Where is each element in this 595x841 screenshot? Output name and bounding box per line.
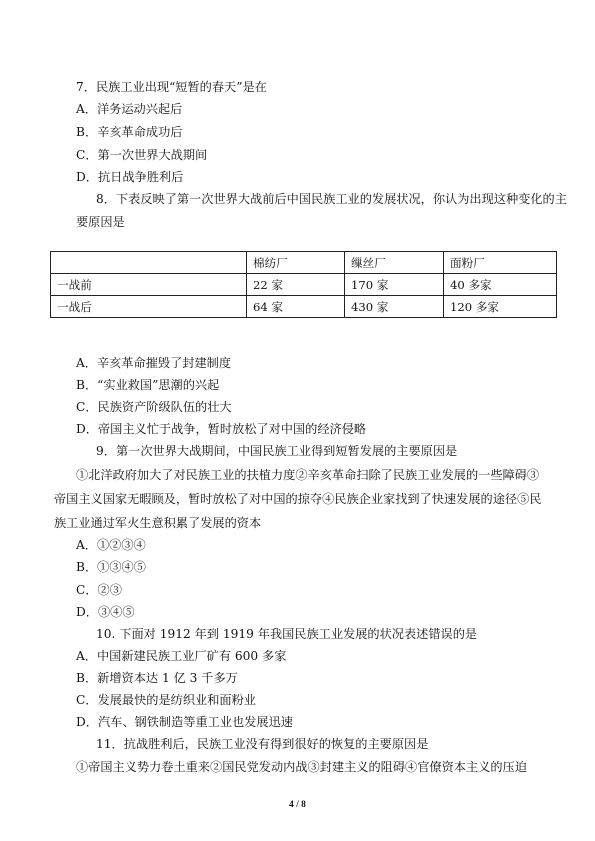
- question-11-stem: 11．抗战胜利后，民族工业没有得到很好的恢复的主要原因是: [96, 737, 429, 751]
- question-8-option-b: B．“实业救国”思潮的兴起: [76, 378, 220, 392]
- table-header-row: [51, 252, 557, 274]
- table-cell: 120 多家: [444, 296, 557, 318]
- table-cell: 430 家: [345, 296, 444, 318]
- table-header-cell: 棉纺厂: [247, 252, 345, 274]
- table-cell: 一战前: [51, 274, 247, 296]
- question-7-option-c: C．第一次世界大战期间: [76, 148, 208, 162]
- question-7-option-a: A．洋务运动兴起后: [76, 102, 183, 116]
- question-8-stem: 8．下表反映了第一次世界大战前后中国民族工业的发展状况，你认为出现这种变化的主: [96, 192, 567, 206]
- question-10-option-b: B．新增资本达 1 亿 3 千多万: [76, 671, 238, 685]
- question-10-option-d: D．汽车、钢铁制造等重工业也发展迅速: [76, 715, 293, 729]
- question-10-option-a: A．中国新建民族工业厂矿有 600 多家: [76, 649, 287, 663]
- question-9-option-a: A．①②③④: [76, 538, 146, 552]
- question-9-statements-end: 族工业通过军火生意积累了发展的资本: [54, 516, 262, 530]
- table-header-cell: 缫丝厂: [345, 252, 444, 274]
- industry-table: [50, 251, 557, 318]
- question-9-option-d: D．③④⑤: [76, 605, 135, 619]
- table-header-cell: [51, 252, 247, 274]
- question-9-option-c: C．②③: [76, 583, 122, 597]
- question-7-option-b: B．辛亥革命成功后: [76, 125, 183, 139]
- question-7-stem: 7．民族工业出现“短暂的春天”是在: [76, 80, 267, 94]
- table-cell: 64 家: [247, 296, 345, 318]
- question-8-option-a: A．辛亥革命摧毁了封建制度: [76, 356, 232, 370]
- question-8-stem-continued: 要原因是: [76, 215, 125, 229]
- table-row: [51, 274, 557, 296]
- question-8-option-c: C．民族资产阶级队伍的壮大: [76, 400, 232, 414]
- table-header-cell: 面粉厂: [444, 252, 557, 274]
- page-number: 4 / 8: [289, 800, 306, 810]
- question-9-option-b: B．①③④⑤: [76, 560, 146, 574]
- question-9-statements-continued: 帝国主义国家无暇顾及，暂时放松了对中国的掠夺④民族企业家找到了快速发展的途径⑤民: [54, 492, 542, 506]
- table-cell: 170 家: [345, 274, 444, 296]
- table-cell: 一战后: [51, 296, 247, 318]
- question-10-option-c: C．发展最快的是纺织业和面粉业: [76, 693, 256, 707]
- table-row: [51, 296, 557, 318]
- question-9-stem: 9．第一次世界大战期间，中国民族工业得到短暂发展的主要原因是: [96, 444, 458, 458]
- question-10-stem: 10. 下面对 1912 年到 1919 年我国民族工业发展的状况表述错误的是: [96, 627, 478, 641]
- question-11-statements: ①帝国主义势力卷土重来②国民党发动内战③封建主义的阻碍④官僚资本主义的压迫: [76, 760, 527, 774]
- table-cell: 22 家: [247, 274, 345, 296]
- question-8-option-d: D．帝国主义忙于战争，暂时放松了对中国的经济侵略: [76, 422, 367, 436]
- table-cell: 40 多家: [444, 274, 557, 296]
- question-9-statements: ①北洋政府加大了对民族工业的扶植力度②辛亥革命扫除了民族工业发展的一些障碍③: [76, 468, 540, 482]
- question-7-option-d: D．抗日战争胜利后: [76, 170, 184, 184]
